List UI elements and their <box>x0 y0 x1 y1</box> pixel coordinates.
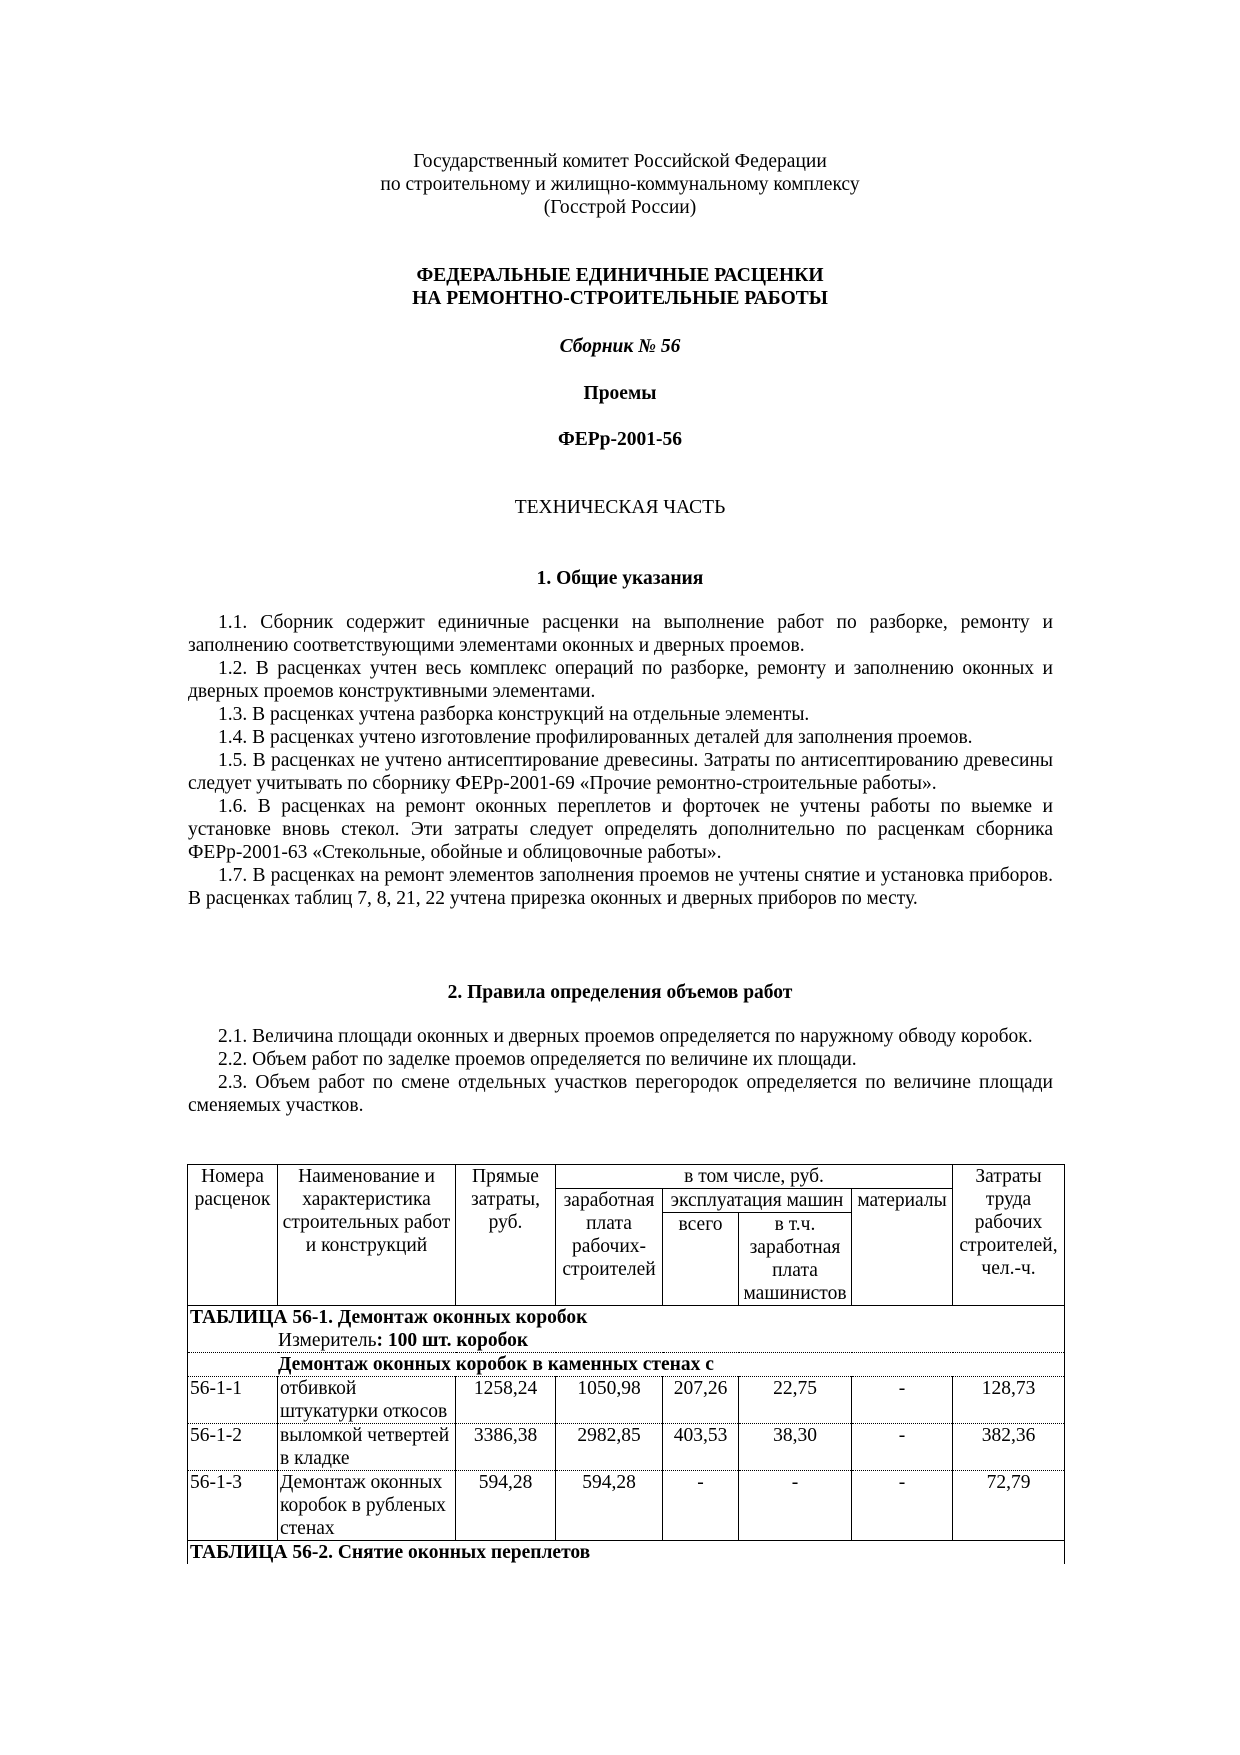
paragraph: 1.1. Сборник содержит единичные расценки на выполнение работ по разборке, ремонту и заполнению соответствующими элементами оконных и дверных проемов. <box>188 612 1053 656</box>
issuer-header <box>0 150 1240 219</box>
direct-costs: 594,28 <box>456 1471 556 1541</box>
section-1-heading: 1. Общие указания <box>536 568 704 589</box>
rate-code: 56-1-3 <box>188 1471 278 1541</box>
technical-part-heading: ТЕХНИЧЕСКАЯ ЧАСТЬ <box>514 497 726 518</box>
wages: 1050,98 <box>556 1377 663 1424</box>
rate-name: Демонтаж оконных коробок в рубленых стенах <box>278 1471 456 1541</box>
table-56-1-title: ТАБЛИЦА 56-1. Демонтаж оконных коробок <box>188 1306 1065 1330</box>
paragraph: 1.2. В расценках учтен весь комплекс операций по разборке, ремонту и заполнению оконных и дверных проемов конструктивными элементами. <box>188 658 1053 702</box>
document-code: ФЕРр-2001-56 <box>558 429 682 450</box>
paragraph: 2.2. Объем работ по заделке проемов определяется по величине их площади. <box>218 1049 857 1070</box>
header-row <box>188 1165 1065 1189</box>
col-header-including: в том числе, руб. <box>556 1165 953 1189</box>
machines-total: - <box>663 1471 739 1541</box>
issuer-line-2: по строительному и жилищно-коммунальному комплексу <box>380 174 860 195</box>
rate-code: 56-1-2 <box>188 1424 278 1471</box>
wages: 2982,85 <box>556 1424 663 1471</box>
col-header-labor: Затраты труда рабочих строителей, чел.-ч. <box>953 1165 1065 1306</box>
rate-code: 56-1-1 <box>188 1377 278 1424</box>
section-2-body <box>188 1025 1053 1117</box>
document-title <box>0 264 1240 310</box>
paragraph: 1.3. В расценках учтена разборка конструкций на отдельные элементы. <box>218 704 810 725</box>
direct-costs: 3386,38 <box>456 1424 556 1471</box>
table-56-2-title: ТАБЛИЦА 56-2. Снятие оконных переплетов <box>188 1541 1065 1565</box>
section-1-body <box>188 611 1053 910</box>
wages: 594,28 <box>556 1471 663 1541</box>
section-name: Проемы <box>583 383 657 404</box>
materials: - <box>852 1471 953 1541</box>
direct-costs: 1258,24 <box>456 1377 556 1424</box>
labor: 128,73 <box>953 1377 1065 1424</box>
machines-total: 403,53 <box>663 1424 739 1471</box>
col-header-number: Номера расценок <box>188 1165 278 1306</box>
paragraph: 2.3. Объем работ по смене отдельных участков перегородок определяется по величине площади сменяемых участков. <box>188 1072 1053 1116</box>
paragraph: 2.1. Величина площади оконных и дверных проемов определяется по наружному обводу коробок. <box>218 1026 1033 1047</box>
paragraph: 1.7. В расценках на ремонт элементов заполнения проемов не учтены снятие и установка приборов. В расценках таблиц 7, 8, 21, 22 учтена прирезка оконных и дверных приборов по месту. <box>188 865 1053 909</box>
materials: - <box>852 1377 953 1424</box>
measure-value: : 100 шт. коробок <box>376 1330 529 1351</box>
measure-label: Измеритель <box>278 1330 377 1351</box>
collection-number: Сборник № 56 <box>559 336 681 357</box>
rate-name: отбивкой штукатурки откосов <box>278 1377 456 1424</box>
machine-wages: - <box>739 1471 852 1541</box>
measure-unit <box>188 1329 1065 1353</box>
materials: - <box>852 1424 953 1471</box>
title-line-1: ФЕДЕРАЛЬНЫЕ ЕДИНИЧНЫЕ РАСЦЕНКИ <box>416 265 824 286</box>
col-header-machine-wages: в т.ч. заработная плата машинистов <box>739 1213 852 1306</box>
issuer-line-1: Государственный комитет Российской Федерации <box>413 151 827 172</box>
table-row <box>188 1377 1065 1424</box>
col-header-wages: заработная плата рабочих-строителей <box>556 1189 663 1306</box>
rate-name: выломкой четвертей в кладке <box>278 1424 456 1471</box>
col-header-name: Наименование и характеристика строительных работ и конструкций <box>278 1165 456 1306</box>
col-header-machines-total: всего <box>663 1213 739 1306</box>
group-title: Демонтаж оконных коробок в каменных стенах с <box>188 1353 1065 1377</box>
issuer-line-3: (Госстрой России) <box>543 197 697 218</box>
col-header-machines: эксплуатация машин <box>663 1189 852 1213</box>
labor: 72,79 <box>953 1471 1065 1541</box>
group-row <box>188 1353 1065 1377</box>
table-section-title <box>188 1541 1065 1565</box>
col-header-materials: материалы <box>852 1189 953 1306</box>
rates-table <box>187 1164 1065 1564</box>
machine-wages: 22,75 <box>739 1377 852 1424</box>
paragraph: 1.6. В расценках на ремонт оконных переплетов и форточек не учтены работы по выемке и установке вновь стекол. Эти затраты следует определять дополнительно по расценкам сборника ФЕРр-2001-63 «Стекольные, обойные и облицовочные работы». <box>188 796 1053 863</box>
title-line-2: НА РЕМОНТНО-СТРОИТЕЛЬНЫЕ РАБОТЫ <box>412 288 828 309</box>
machines-total: 207,26 <box>663 1377 739 1424</box>
table-row <box>188 1424 1065 1471</box>
machine-wages: 38,30 <box>739 1424 852 1471</box>
section-2-heading: 2. Правила определения объемов работ <box>447 982 793 1003</box>
table-section-title <box>188 1306 1065 1330</box>
measure-row <box>188 1329 1065 1353</box>
paragraph: 1.5. В расценках не учтено антисептирование древесины. Затраты по антисептированию древесины следует учитывать по сборнику ФЕРр-2001-69 «Прочие ремонтно-строительные работы». <box>188 750 1053 794</box>
table-row <box>188 1471 1065 1541</box>
col-header-direct-costs: Прямые затраты, руб. <box>456 1165 556 1306</box>
labor: 382,36 <box>953 1424 1065 1471</box>
paragraph: 1.4. В расценках учтено изготовление профилированных деталей для заполнения проемов. <box>218 727 973 748</box>
